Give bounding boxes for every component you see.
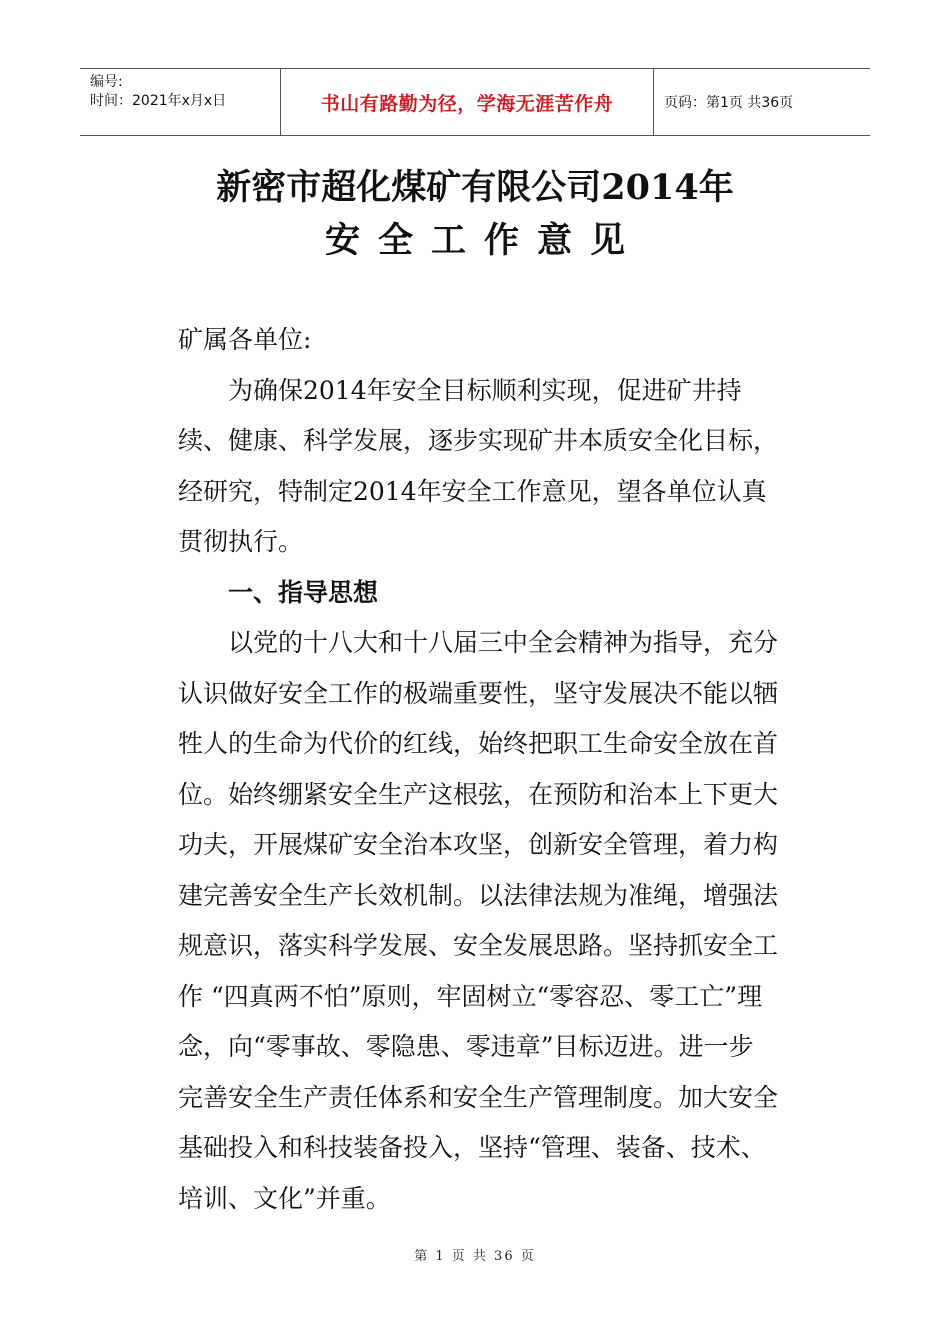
section-heading: 一、指导思想 <box>228 577 379 607</box>
number-label: 编号: <box>90 74 123 90</box>
header-meta <box>80 69 281 135</box>
document-title-line2: 安全工作意见 <box>324 220 643 261</box>
time-label: 时间：2021年x月x日 <box>90 93 227 109</box>
section-paragraph: 以党的十八大和十八届三中全会精神为指导，充分认识做好安全工作的极端重要性，坚守发展决不能以牺牲人的生命为代价的红线，始终把职工生命安全放在首位。始终绷紧安全生产这根弦，在预防和治本上下更大功夫，开展煤矿安全治本攻坚，创新安全管理，着力构建完善安全生产长效机制。以法律法规为准绳，增强法规意识，落实科学发展、安全发展思路。坚持抓安全工作 “四真两不怕”原则，牢固树立“零容忍、零工亡”理念，向“零事故、零隐患、零违章”目标迈进。进一步完善安全生产责任体系和安全生产管理制度。加大安全基础投入和科技装备投入，坚持“管理、装备、技术、培训、文化”并重。 <box>178 628 779 1213</box>
intro-paragraph: 为确保2014年安全目标顺利实现，促进矿井持续、健康、科学发展，逐步实现矿井本质安全化目标，经研究，特制定2014年安全工作意见，望各单位认真贯彻执行。 <box>178 375 779 556</box>
page-info: 页码：第1页 共36页 <box>664 95 794 111</box>
header-page-info-cell <box>654 69 870 135</box>
document-title-line1: 新密市超化煤矿有限公司2014年 <box>216 167 734 208</box>
header-motto-cell <box>281 69 654 135</box>
document-header <box>80 68 870 136</box>
salutation: 矿属各单位: <box>178 325 312 354</box>
page-footer: 第 1 页 共 36 页 <box>414 1249 536 1264</box>
motto-text: 书山有路勤为径，学海无涯苦作舟 <box>320 92 614 115</box>
document-body <box>178 315 778 1224</box>
